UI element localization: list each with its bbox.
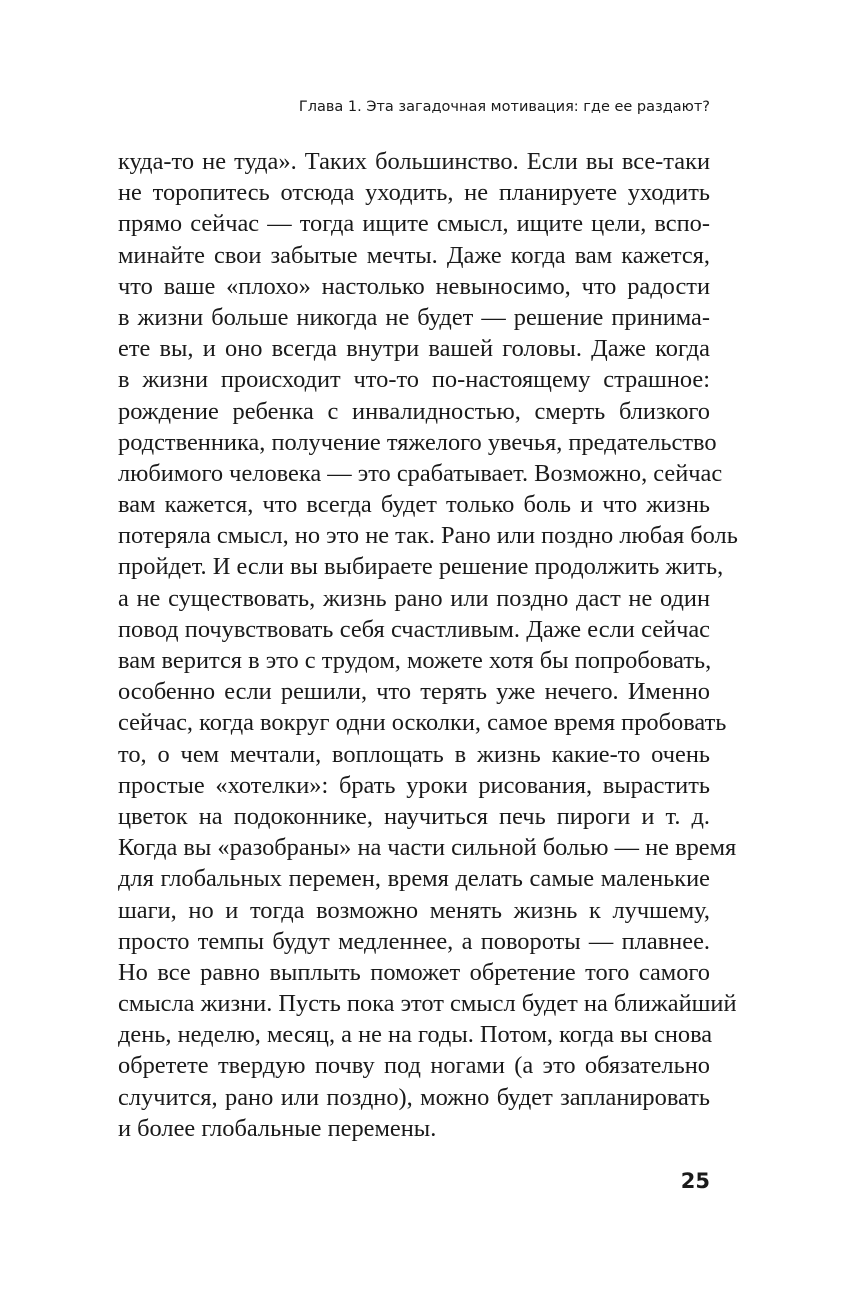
text-line: Когда вы «разобраны» на части сильной болью — не время bbox=[118, 834, 737, 862]
text-line: вам верится в это с трудом, можете хотя бы попробовать, bbox=[118, 647, 712, 674]
body-text bbox=[118, 146, 738, 1144]
text-line: в жизни больше никогда не будет — решение принима- bbox=[118, 303, 710, 331]
text-line: родственника, получение тяжелого увечья, предательство bbox=[118, 428, 717, 456]
text-line: то, о чем мечтали, воплощать в жизнь какие-то очень bbox=[118, 740, 710, 768]
text-line: и более глобальные перемены. bbox=[118, 1114, 437, 1142]
text-line: простые «хотелки»: брать уроки рисования, вырастить bbox=[118, 771, 710, 799]
text-line: цветок на подоконнике, научиться печь пироги и т. д. bbox=[118, 802, 710, 830]
running-head: Глава 1. Эта загадочная мотивация: где ее раздают? bbox=[298, 99, 710, 115]
text-line: обретете твердую почву под ногами (а это обязательно bbox=[118, 1052, 710, 1080]
text-line: пройдет. И если вы выбираете решение продолжить жить, bbox=[118, 553, 724, 581]
text-line: вам кажется, что всегда будет только боль и что жизнь bbox=[118, 491, 710, 519]
text-line: особенно если решили, что терять уже нечего. Именно bbox=[118, 678, 710, 706]
text-line: день, неделю, месяц, а не на годы. Потом, когда вы снова bbox=[118, 1021, 713, 1049]
text-line: куда-то не туда». Таких большинство. Если вы все-таки bbox=[118, 148, 710, 175]
text-line: смысла жизни. Пусть пока этот смысл будет на ближайший bbox=[118, 990, 737, 1018]
text-line: не торопитесь отсюда уходить, не планируете уходить bbox=[118, 179, 710, 207]
text-line: для глобальных перемен, время делать самые маленькие bbox=[118, 865, 710, 893]
text-line: шаги, но и тогда возможно менять жизнь к лучшему, bbox=[118, 896, 710, 924]
text-line: просто темпы будут медленнее, а повороты — плавнее. bbox=[118, 927, 710, 955]
text-line: в жизни происходит что-то по-настоящему страшное: bbox=[118, 366, 710, 394]
page-number: 25 bbox=[680, 1169, 710, 1193]
text-line: ете вы, и оно всегда внутри вашей головы. Даже когда bbox=[118, 335, 710, 363]
text-line: потеряла смысл, но это не так. Рано или поздно любая боль bbox=[118, 522, 738, 550]
text-line: минайте свои забытые мечты. Даже когда вам кажется, bbox=[118, 241, 710, 269]
text-line: любимого человека — это срабатывает. Возможно, сейчас bbox=[118, 459, 723, 487]
text-line: прямо сейчас — тогда ищите смысл, ищите цели, вспо- bbox=[118, 210, 710, 238]
text-line: что ваше «плохо» настолько невыносимо, что радости bbox=[118, 272, 710, 300]
text-line: а не существовать, жизнь рано или поздно даст не один bbox=[118, 584, 710, 612]
text-line: Но все равно выплыть поможет обретение того самого bbox=[118, 958, 710, 986]
text-line: повод почувствовать себя счастливым. Даже если сейчас bbox=[118, 615, 710, 643]
text-line: случится, рано или поздно), можно будет запланировать bbox=[118, 1083, 710, 1111]
text-line: рождение ребенка с инвалидностью, смерть близкого bbox=[118, 397, 710, 425]
text-line: сейчас, когда вокруг одни осколки, самое время пробовать bbox=[118, 709, 727, 737]
